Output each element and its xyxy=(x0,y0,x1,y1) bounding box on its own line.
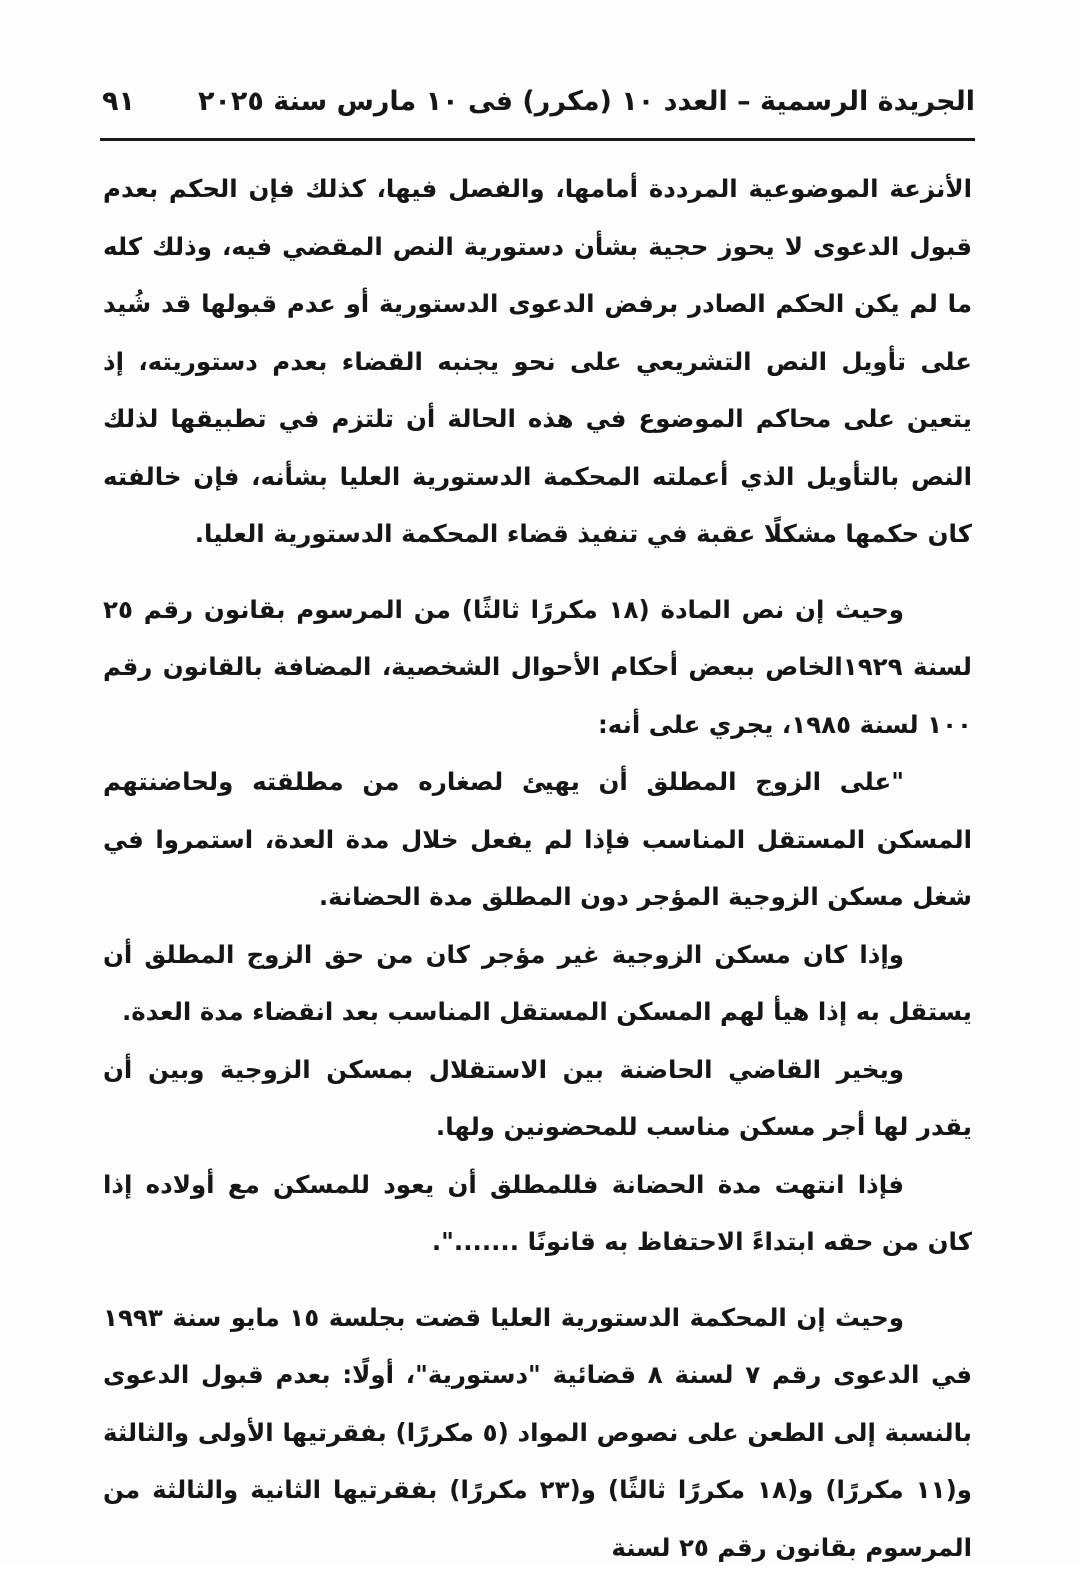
paragraph-7: وحيث إن المحكمة الدستورية العليا قضت بجلسة ١٥ مايو سنة ١٩٩٣ في الدعوى رقم ٧ لسنة ٨ قضائية "دستورية"، أولًا: بعدم قبول الدعوى بالنسبة إلى الطعن على نصوص المواد (٥ مكررًا) بفقرتيها الأولى والثالثة و(١١ مكررًا) و(١٨ مكررًا ثالثًا) و(٢٣ مكررًا) بفقرتيها الثانية والثالثة من المرسوم بقانون رقم ٢٥ لسنة xyxy=(103,1289,972,1576)
page-number: ٩١ xyxy=(102,78,135,126)
paragraph-3-quote: "على الزوج المطلق أن يهيئ لصغاره من مطلقته ولحاضنتهم المسكن المستقل المناسب فإذا لم يفعل خلال مدة العدة، استمروا في شغل مسكن الزوجية المؤجر دون المطلق مدة الحضانة. xyxy=(103,753,972,926)
paragraph-5-quote: ويخير القاضي الحاضنة بين الاستقلال بمسكن الزوجية وبين أن يقدر لها أجر مسكن مناسب للمحضونين ولها. xyxy=(103,1041,972,1156)
paragraph-4-quote: وإذا كان مسكن الزوجية غير مؤجر كان من حق الزوج المطلق أن يستقل به إذا هيأ لهم المسكن المستقل المناسب بعد انقضاء مدة العدة. xyxy=(103,926,972,1041)
page-header xyxy=(100,78,975,126)
document-body xyxy=(103,160,972,1576)
gazette-title: الجريدة الرسمية – العدد ١٠ (مكرر) فى ١٠ مارس سنة ٢٠٢٥ xyxy=(198,78,975,126)
header-divider xyxy=(100,138,975,141)
paragraph-2: وحيث إن نص المادة (١٨ مكررًا ثالثًا) من المرسوم بقانون رقم ٢٥ لسنة ١٩٢٩الخاص ببعض أحكام الأحوال الشخصية، المضافة بالقانون رقم ١٠٠ لسنة ١٩٨٥، يجري على أنه: xyxy=(103,581,972,754)
paragraph-6-quote: فإذا انتهت مدة الحضانة فللمطلق أن يعود للمسكن مع أولاده إذا كان من حقه ابتداءً الاحتفاظ به قانونًا .......". xyxy=(103,1156,972,1271)
paragraph-1: الأنزعة الموضوعية المرددة أمامها، والفصل فيها، كذلك فإن الحكم بعدم قبول الدعوى لا يحوز حجية بشأن دستورية النص المقضي فيه، وذلك كله ما لم يكن الحكم الصادر برفض الدعوى الدستورية أو عدم قبولها قد شُيد على تأويل النص التشريعي على نحو يجنبه القضاء بعدم دستوريته، إذ يتعين على محاكم الموضوع في هذه الحالة أن تلتزم في تطبيقها لذلك النص بالتأويل الذي أعملته المحكمة الدستورية العليا بشأنه، فإن خالفته كان حكمها مشكلًا عقبة في تنفيذ قضاء المحكمة الدستورية العليا. xyxy=(103,160,972,563)
